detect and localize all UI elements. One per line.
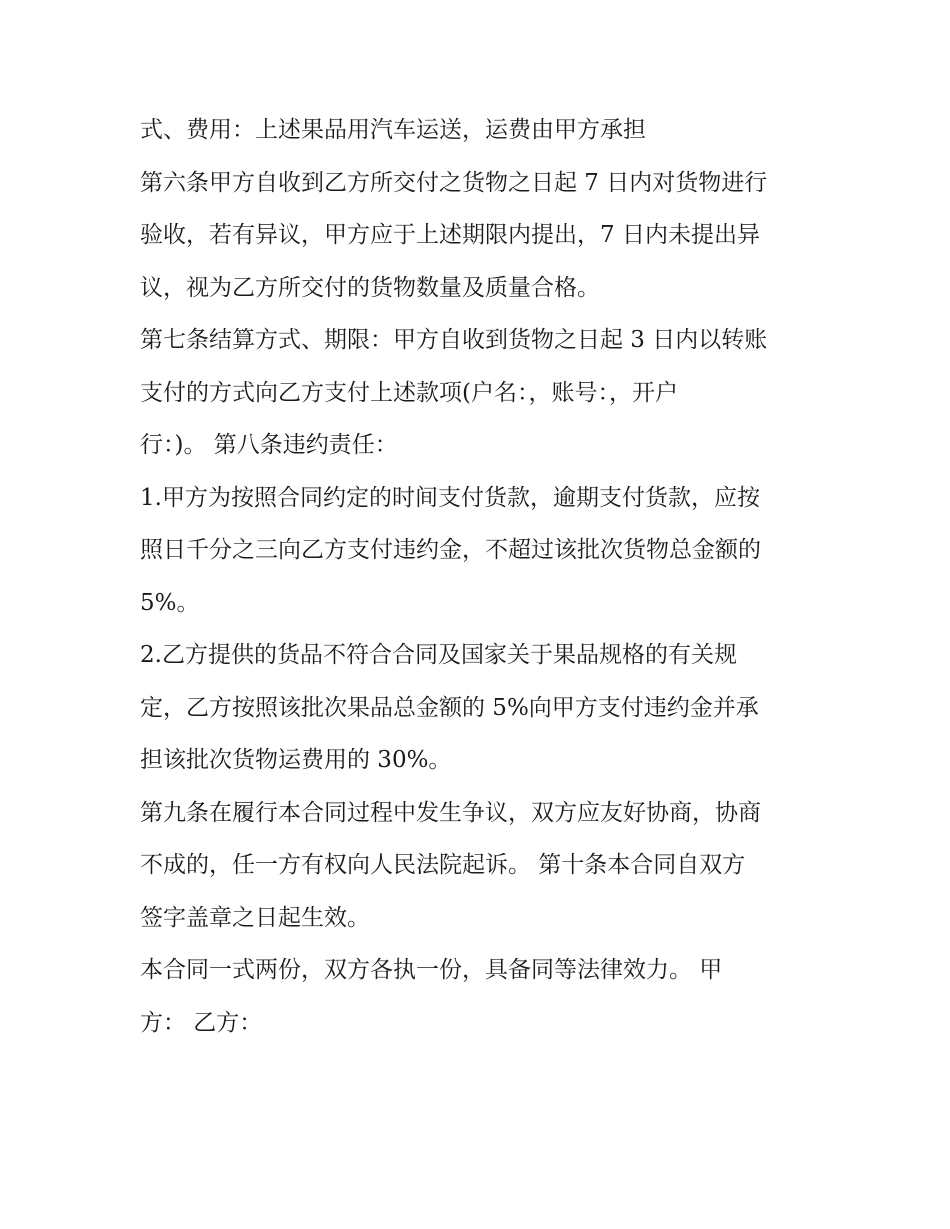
text-line: 支付的方式向乙方支付上述款项(户名：，账号：，开户	[140, 379, 678, 406]
text-line: 不成的，任一方有权向人民法院起诉。 第十条本合同自双方	[140, 852, 746, 878]
text-line: 行：)。 第八条违约责任：	[140, 432, 398, 458]
text-line: 式、费用：上述果品用汽车运送，运费由甲方承担	[140, 117, 646, 143]
text-line: 方： 乙方：	[140, 1009, 263, 1036]
text-line: 2.乙方提供的货品不符合合同及国家关于果品规格的有关规	[140, 642, 737, 668]
text-line: 本合同一式两份，双方各执一份，具备同等法律效力。 甲	[140, 957, 723, 983]
text-line: 第六条甲方自收到乙方所交付之货物之日起 7 日内对货物进行	[140, 169, 768, 196]
text-line: 5%。	[140, 589, 200, 616]
text-line: 第七条结算方式、期限：甲方自收到货物之日起 3 日内以转账	[140, 327, 768, 353]
text-line: 第九条在履行本合同过程中发生争议，双方应友好协商，协商	[140, 799, 761, 826]
text-line: 议，视为乙方所交付的货物数量及质量合格。	[140, 274, 600, 301]
text-line: 照日千分之三向乙方支付违约金，不超过该批次货物总金额的	[140, 537, 761, 563]
text-line: 签字盖章之日起生效。	[140, 904, 370, 931]
text-line: 1.甲方为按照合同约定的时间支付货款，逾期支付货款，应按	[140, 484, 760, 511]
text-line: 验收，若有异议，甲方应于上述期限内提出，7 日内未提出异	[140, 222, 760, 248]
text-line: 担该批次货物运费用的 30%。	[140, 747, 452, 773]
text-line: 定，乙方按照该批次果品总金额的 5%向甲方支付违约金并承	[140, 694, 759, 721]
contract-text	[140, 104, 830, 1049]
